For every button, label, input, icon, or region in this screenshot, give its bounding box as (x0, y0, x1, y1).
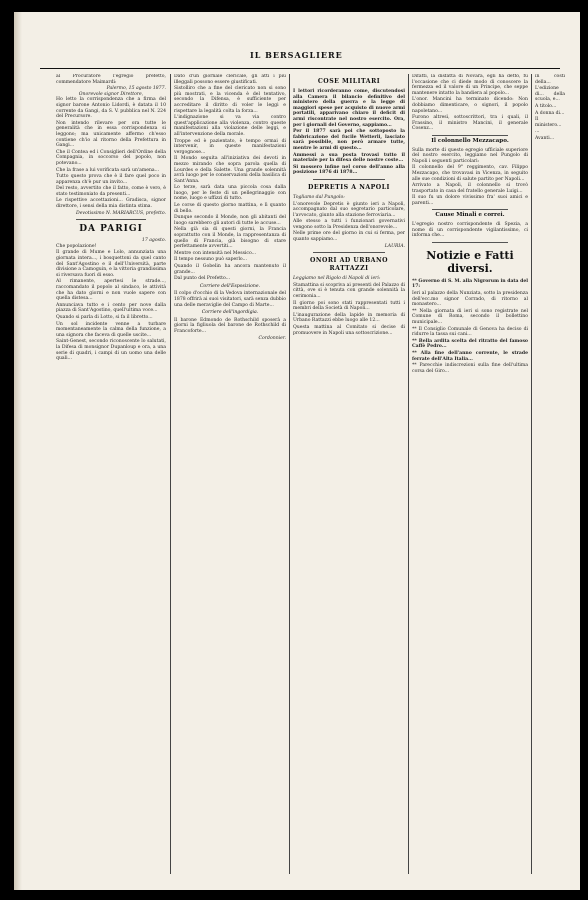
paragraph: Alle stesso a tutti i funzionari governativi vengono sotto la Presidenza dell'onorevole... (293, 219, 405, 230)
paragraph: Che il Contea ed i Consiglieri dell'Ordine della Compagnia, in soccorso del popolo, non potevano... (56, 149, 166, 166)
paragraph: in costi della... (535, 74, 565, 85)
paragraph: ** Alla fine dell'anno corrente, le strade ferrate dell'Alta Italia... (412, 350, 528, 362)
paragraph: Difatti, la disfatta di Novara, egli ha detto, fu l'occasione che ci diede modo di conoscere la fermezza ed il valore di un Principe, che seppe mantenere intatto la bandiera al popolo... (412, 74, 528, 96)
paragraph: Stamattina si scopriva ai presenti del Palazzo di città, ove si è tenuta con grande solennità la cerimonia... (293, 282, 405, 300)
subheading: Corriere dell'ingordigia. (201, 310, 259, 316)
paragraph: Si mossero infine nel corso dell'anno alla posizione 1876 di 1878... (293, 164, 405, 176)
paragraph: L'indignazione si va via contro quest'applicazione alla violenza, contro queste manifestazioni alla violazione delle leggi, e all'intervenzione della morale. (174, 115, 286, 137)
signature: LAURIA. (384, 243, 405, 249)
subheading: Corriere dell'Esposizione. (199, 283, 261, 289)
paragraph: ** Governo di S. M. alla Nigrorum in data del 17: (412, 278, 528, 290)
paragraph: Arrivato a Napoli, il colonnello si trovò trasportato in casa del fratello generale Luigi... (412, 183, 528, 194)
paragraph: L'egregio nostro corrispondente di Spezia, a nome di un corrispondente vigilantissimo, ci informa che... (412, 222, 528, 239)
paragraph: Avanti... (535, 135, 555, 141)
paragraph: Mentre con intensità nel Messico... (174, 250, 257, 256)
source-line: Togliamo dal Pungolo: (293, 194, 345, 200)
page-fold-shadow (14, 12, 22, 890)
paragraph: Il Mondo seguita all'iniziativa dei devoti in mezzo mirando che sopra parola quella di Lourdes e della Salette. Una grande solennità avrà luogo per le conservazioni della basilica di Sant'Anna. (174, 156, 286, 184)
paragraph: Che la frase a lui vorificata sarà un'amena... (56, 167, 160, 173)
salutation: Onorevole signor Direttore, (78, 91, 144, 97)
column-rule (531, 74, 532, 874)
paragraph: al Procuratore l'egregio prefetto, commendatore Maimardi: (56, 74, 166, 85)
section-heading-depretis: DEPRETIS A NAPOLI (308, 183, 390, 191)
paragraph: Le rispettive accettazioni... Gradisca, signor direttore, i sensi della mia distinta stima. (56, 198, 166, 210)
paragraph: I lettori ricorderanno come, discutendosi alla Camera il bilancio definitivo del ministero della guerra e la legge di maggiori spese per acquisto di nuove armi portatili, apparivano chiaro il deficit di armi riscontrate nel nostro esercito. Ora, per i giornali del Governo, sappiamo... (293, 89, 405, 128)
paragraph: Sistolliro che a fine del clericato non si sono più mostrati, e la vicenda è del tentativo, secondo la Difensa, è sufficiente per accreditare il diritto di voler le leggi e rispettare la legalità colta la forza... (174, 86, 286, 114)
section-divider (432, 135, 508, 136)
paragraph: ** Bella ardita scelta del ritratto del famoso Caffè Pedro... (412, 338, 528, 350)
paragraph: Il colpo d'occhio di la Vedova internazionale del 1878 offrirà ai suoi visitatori, sarà senza dubbio una delle meraviglie del Campo di Marte... (174, 291, 286, 308)
paragraph: Furono altresì, sottoscrittori, tra i quali, il Frassino, il ministro Mancini, il generale Cosenz... (412, 115, 528, 132)
paragraph: Non intendo rilevare per ora tutte le generalità che in essa corrispondenza si leggono; ma unicamente affermo ch'esso contiene ch'io al ritorno della Prefettura in Gangi... (56, 120, 166, 149)
paragraph: Ho letto la corrispondenza che a firma del signor barone Antonio Lidordi, è datata il 10 corrente da Gangi, da S. V. pubblica nel N. 224 del Precursore. (56, 97, 166, 120)
section-divider (313, 179, 385, 180)
paragraph: Che popolazione! (56, 243, 97, 249)
column-5-partial (535, 74, 565, 880)
paragraph: Del resto, avvertito che il fatto, come è vero, è stato testimoniato da presenti... (56, 186, 166, 197)
paragraph: Un sol incidente venne a turbare momentaneamente la calma della funzione, a una signora che faceva di quelle uscite... (56, 321, 166, 338)
paragraph: A donna di... (535, 110, 565, 116)
paragraph: ** Parecchie indiscrezioni sulla fine dell'ultima corsa del Giro... (412, 363, 528, 374)
paragraph: Il grande di Mume e Lolo, annunziata una giornata intera..., i bosquettoni da quel canto del Sant'Agostino e il dell'Università, parte divisione a Camoguin, e la vittoria grandissima si riversava fuori di esso. (56, 250, 166, 278)
paragraph: Il ministero... (535, 117, 562, 128)
paragraph: Dato d'un giornale clericale, gli atti i più illeggali possono essere giustificati. (174, 74, 286, 85)
paragraph: Dunque secondo il Monde, non gli abitanti del luogo sarebbero gli autori di tutte le accuse... (174, 215, 286, 226)
newspaper-title: IL BERSAGLIERE (250, 50, 343, 60)
paragraph: Tutto questo prova che è il fare quel poco in apparenza ch'è pur un invito... (56, 174, 166, 185)
section-divider (313, 252, 385, 253)
paragraph: L'onor. Mancini ha terminato dicendo: Non dobbiamo dimenticare, o signori, il popolo napoletano... (412, 97, 528, 114)
section-heading-cause: Cause Minali e correi. (435, 212, 505, 219)
source-line: Leggiamo nel Rigolo di Napoli di ieri: (293, 276, 381, 282)
section-heading-notizie: Notizie e Fatti diversi. (426, 248, 514, 275)
paragraph: Per il 1877 sarà poi che sottoposto la fabbricazione del fucile Wetterli, lasciato sarà possibile, non però armare tutte, mentre le armi di questo... (293, 129, 405, 151)
paragraph: Nelle prime ore del giorno in cui si ferma, per quanto sappiamo... (293, 231, 405, 243)
section-divider (432, 209, 508, 210)
paragraph: Saint-Genest, secondo riconoscente lo salutati, la Difesa di monsignor Dupanloup e ora, a una serie di quadri, i campi di un uomo una delle quali... (56, 339, 166, 362)
column-rule (289, 74, 290, 874)
signature: Cordonnier. (258, 335, 286, 341)
paragraph: L'edizione di... della scuola, e... (535, 86, 565, 103)
paragraph: Quando si parla di Lotto, si fa il libretto... (56, 314, 153, 320)
signature: Devotissimo N. MARIARCUS, prefetto. (76, 210, 166, 216)
paragraph: Il tempo nessuno può saperlo... (174, 257, 247, 263)
column-1 (56, 74, 166, 880)
paragraph: Nella già sia di questi giorni, la Francia soprattutto con il Monde, la rappresentanza di quello di Francia, già bisogno di stare perfettamente avvertiti... (174, 227, 286, 250)
column-2 (174, 74, 286, 880)
paragraph: Lo terze, sarà data una piccola cosa dalla luogo, per le feste di un pellegrinaggio con nome, luogo e uffizzi di tutto. (174, 185, 286, 202)
paragraph: ** Nella giornata di ieri si sono registrate nel Comune di Roma, secondo il bollettino municipale... (412, 308, 528, 325)
column-4 (412, 74, 528, 880)
paragraph: A titolo... (535, 103, 557, 109)
paragraph: Il barone Edmondo de Rothschild sposerà a giorni la figliuola del barone de Rothschild di Francoforte... (174, 317, 286, 334)
paragraph: ** Il Consiglio Comunale di Genova ha deciso di ridurre la tassa sui cani... (412, 326, 528, 338)
section-divider (76, 219, 146, 220)
paragraph: L'inaugurazione della lapide in memoria di Urbano Rattazzi ebbe luogo alle 12... (293, 312, 405, 324)
paragraph: Troppe ed è pazientato, è tempo ormai di intervenir, in queste manifestazioni vergognose... (174, 138, 286, 155)
section-heading-da-parigi: DA PARIGI (79, 224, 143, 235)
section-heading-onori: ONORI AD URBANO RATTAZZI (309, 257, 389, 273)
paragraph: Sulla morte di questo egregio ufficiale superiore del nostro esercito, leggiamo nel Pungolo di Napoli i seguenti particolari: (412, 147, 528, 164)
paragraph: ... (535, 129, 540, 135)
section-heading-cose-militari: COSE MILITARI (317, 78, 381, 85)
section-heading-mezzacapo: Il colonnello Mezzacapo. (431, 137, 509, 144)
masthead (40, 46, 560, 69)
paragraph: Le corse di questo giorno mattina, e lì quanto di bello. (174, 203, 286, 214)
paragraph: Quando il Gobelin ha ancora mantenuto il grande... (174, 264, 286, 275)
dateline: 17 agosto. (141, 238, 166, 244)
column-rule (170, 74, 171, 874)
section-divider (432, 242, 508, 243)
paragraph: Annunciava tutto e i cento per nove dalla piazza di Sant'Agostino, quell'ultima voce... (56, 302, 166, 314)
paragraph: Dal punto del Prefetto... (174, 276, 231, 282)
paragraph: Il suo fu un dolore vivissimo fra' suoi amici e parenti... (412, 195, 528, 206)
paragraph: Il giorno poi sono stati rappresentati tutti i membri della Società di Napoli... (293, 300, 405, 312)
paragraph: Questa mattina al Comitato si decise di promuovere in Napoli una sottoscrizione... (293, 325, 405, 336)
paragraph: Al rimanente, apertesi le strade..., raccomandato il popolo al sindaco, le attività che ha dato giorni e non vuole sapere con quella distesa... (56, 279, 166, 302)
paragraph: L'onorevole Depretis è giunto ieri a Napoli, accompagnato dal suo segretario particolare, l'avvocato, giunto alla stazione ferroviaria... (293, 201, 405, 218)
column-rule (408, 74, 409, 874)
paragraph: Ammessi a sua posta trovasi tutto il materiale per la difesa delle nostre coste... (293, 152, 405, 164)
dateline: Palermo, 15 agosto 1877. (106, 86, 166, 92)
column-3 (293, 74, 405, 880)
paragraph: Ieri al palazzo della Nunziata, sotto la presidenza dell'ecc.mo signor Corrado, di ritorno al monastero... (412, 291, 528, 308)
paragraph: Il colonnello del 9° reggimento, cav. Filippo Mezzacapo, che trovavasi in Vicenza, in seguito alle sue condizioni di salute partito per Napoli... (412, 165, 528, 182)
